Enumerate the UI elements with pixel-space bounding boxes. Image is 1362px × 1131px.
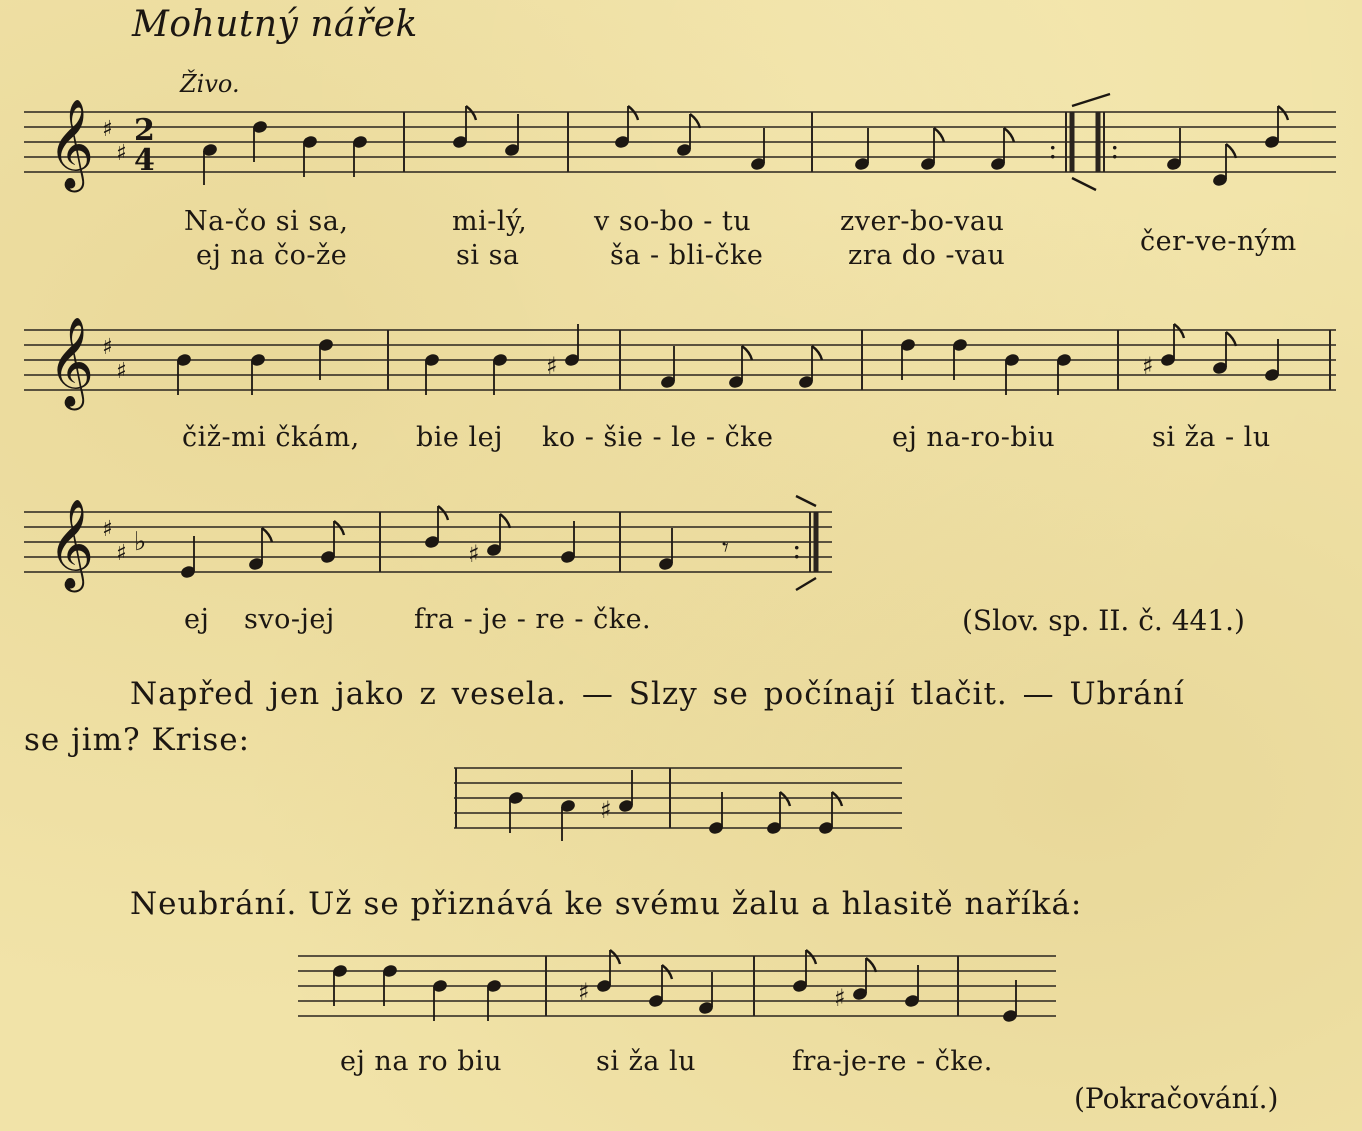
- staff-lines: [24, 112, 1336, 172]
- key-signature-sharps: ♯: [102, 517, 113, 542]
- staff-lines: [298, 956, 1056, 1016]
- lyric-word: ej na-ro-biu: [892, 422, 1056, 453]
- notes-system-4: [508, 770, 842, 841]
- notes-system-1: [202, 106, 1288, 188]
- lyric-word: fra - je - re - čke.: [414, 604, 652, 635]
- staff-system-4: [454, 756, 914, 846]
- paragraph-2: Neubrání. Už se přiznává ke svému žalu a hlasitě naříká:: [130, 886, 1083, 922]
- svg-text:♯: ♯: [468, 540, 480, 568]
- staff-system-2: [24, 318, 1344, 418]
- notes-system-5: [332, 950, 1019, 1024]
- lyric-word: mi-lý,: [452, 206, 528, 237]
- tempo-marking: Živo.: [180, 70, 240, 98]
- repeat-dots: :: [1048, 132, 1058, 165]
- key-signature-sharps: ♯: [102, 117, 113, 142]
- svg-text:♯: ♯: [1142, 352, 1154, 380]
- key-signature-sharps: ♯: [116, 359, 127, 384]
- repeat-dots: :: [792, 532, 802, 565]
- key-signature-sharps: ♯: [102, 335, 113, 360]
- key-signature-sharps: ♯: [116, 541, 127, 566]
- svg-text:♯: ♯: [600, 796, 612, 824]
- paragraph-1-line-2: se jim? Krise:: [24, 722, 251, 758]
- lyric-word: ej na ro biu: [340, 1046, 503, 1077]
- lyric-word: si ža - lu: [1152, 422, 1271, 453]
- staff-system-5: [298, 944, 1068, 1034]
- lyric-word: čiž-mi čkám,: [182, 422, 360, 453]
- staff-lines: [24, 330, 1336, 390]
- lyric-word: fra-je-re - čke.: [792, 1046, 993, 1077]
- lyric-word: čer-ve-ným: [1140, 226, 1297, 257]
- continued-note: (Pokračování.): [1074, 1082, 1279, 1115]
- lyric-word: v so-bo - tu: [594, 206, 752, 237]
- staff-system-1: [24, 100, 1344, 210]
- time-signature-bottom: 4: [134, 143, 155, 178]
- key-signature-flat: ♭: [134, 527, 147, 557]
- lyric-word: bie lej: [416, 422, 503, 453]
- treble-clef-icon: 𝄞: [48, 499, 95, 589]
- svg-text:♯: ♯: [834, 984, 846, 1012]
- repeat-dots: :: [1110, 132, 1120, 165]
- time-signature-top: 2: [134, 113, 155, 148]
- treble-clef-icon: 𝄞: [48, 317, 95, 407]
- lyric-word: zver-bo-vau: [840, 206, 1005, 237]
- rest-icon: 𝄾: [722, 533, 729, 563]
- lyric-word: si sa: [456, 240, 520, 271]
- svg-text:♯: ♯: [546, 352, 558, 380]
- lyric-word: ko - šie - le - čke: [542, 422, 774, 453]
- lyric-word: Na-čo si sa,: [184, 206, 349, 237]
- treble-clef-icon: 𝄞: [48, 99, 95, 189]
- svg-text:♯: ♯: [578, 978, 590, 1006]
- lyric-word: svo-jej: [244, 604, 335, 635]
- lyric-word: zra do -vau: [848, 240, 1006, 271]
- key-signature-sharps: ♯: [116, 141, 127, 166]
- lyric-word: si ža lu: [596, 1046, 697, 1077]
- paragraph-1-line-1: Napřed jen jako z vesela. — Slzy se počínají tlačit. — Ubrání: [130, 676, 1185, 712]
- lyric-word: ej na čo-že: [196, 240, 348, 271]
- lyric-word: ej: [184, 604, 210, 635]
- notes-system-3: [180, 506, 729, 580]
- staff-system-3: [24, 500, 844, 600]
- source-citation: (Slov. sp. II. č. 441.): [962, 604, 1245, 637]
- song-title: Mohutný nářek: [132, 4, 418, 45]
- lyric-word: ša - bli-čke: [610, 240, 764, 271]
